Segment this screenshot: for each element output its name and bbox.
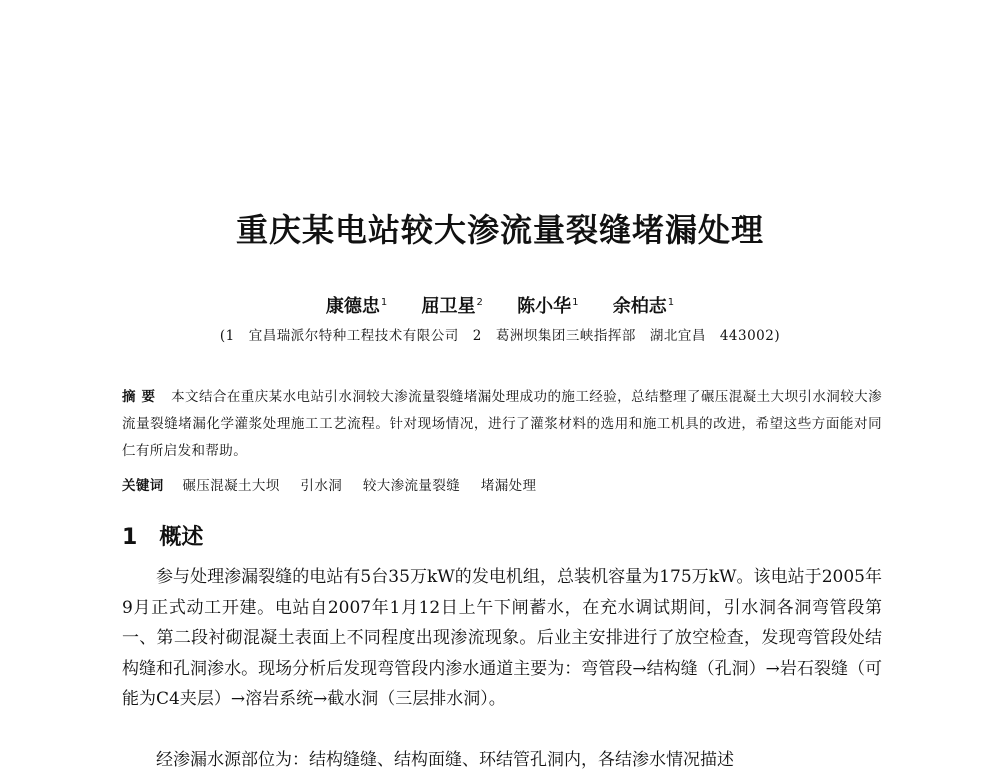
author-name: 康德忠 — [325, 296, 380, 317]
section-number: 1 — [122, 525, 138, 550]
keyword: 碾压混凝土大坝 — [182, 478, 280, 494]
section-heading — [122, 520, 203, 551]
author-affiliation-mark: 1 — [667, 297, 675, 308]
author — [326, 292, 387, 318]
keywords-label: 关键词 — [122, 478, 164, 494]
keyword: 引水洞 — [300, 478, 343, 494]
keyword: 较大渗流量裂缝 — [362, 478, 461, 494]
truncated-next-line: 经渗漏水源部位为：结构缝缝、结构面缝、环结管孔洞内，各结渗水情况描述 — [156, 750, 734, 770]
author-affiliation-mark: 1 — [380, 297, 388, 308]
keyword: 堵漏处理 — [480, 478, 537, 494]
section-title: 概述 — [159, 525, 204, 550]
author — [517, 292, 578, 318]
author-list — [0, 292, 1000, 318]
body-paragraph: 参与处理渗漏裂缝的电站有5台35万kW的发电机组，总装机容量为175万kW。该电站于2005年9月正式动工开建。电站自2007年1月12日上午下闸蓄水，在充水调试期间，引水洞各洞弯管段第一、第二段衬砌混凝土表面上不同程度出现渗流现象。后业主安排进行了放空检查，发现弯管段处结构缝和孔洞渗水。现场分析后发现弯管段内渗水通道主要为：弯管段→结构缝（孔洞）→岩石裂缝（可能为C4夹层）→溶岩系统→截水洞（三层排水洞）。 — [122, 567, 882, 709]
author-affiliation-mark: 2 — [476, 297, 483, 308]
author — [613, 292, 674, 318]
author-name: 陈小华 — [517, 296, 572, 317]
author-affiliation-mark: 1 — [572, 297, 579, 308]
abstract-label: 摘要 — [122, 389, 162, 405]
abstract — [122, 384, 882, 465]
author-name: 屈卫星 — [421, 296, 476, 317]
abstract-text: 本文结合在重庆某水电站引水洞较大渗流量裂缝堵漏处理成功的施工经验，总结整理了碾压混凝土大坝引水洞较大渗流量裂缝堵漏化学灌浆处理施工工艺流程。针对现场情况，进行了灌浆材料的选用和施工机具的改进，希望这些方面能对同仁有所启发和帮助。 — [122, 389, 883, 459]
affiliations: (1 宜昌瑞派尔特种工程技术有限公司 2 葛洲坝集团三峡指挥部 湖北宜昌 443002) — [219, 328, 781, 344]
paper-title: 重庆某电站较大渗流量裂缝堵漏处理 — [235, 211, 764, 249]
author-name: 余柏志 — [612, 296, 667, 317]
author — [421, 292, 482, 318]
keywords — [122, 474, 882, 494]
